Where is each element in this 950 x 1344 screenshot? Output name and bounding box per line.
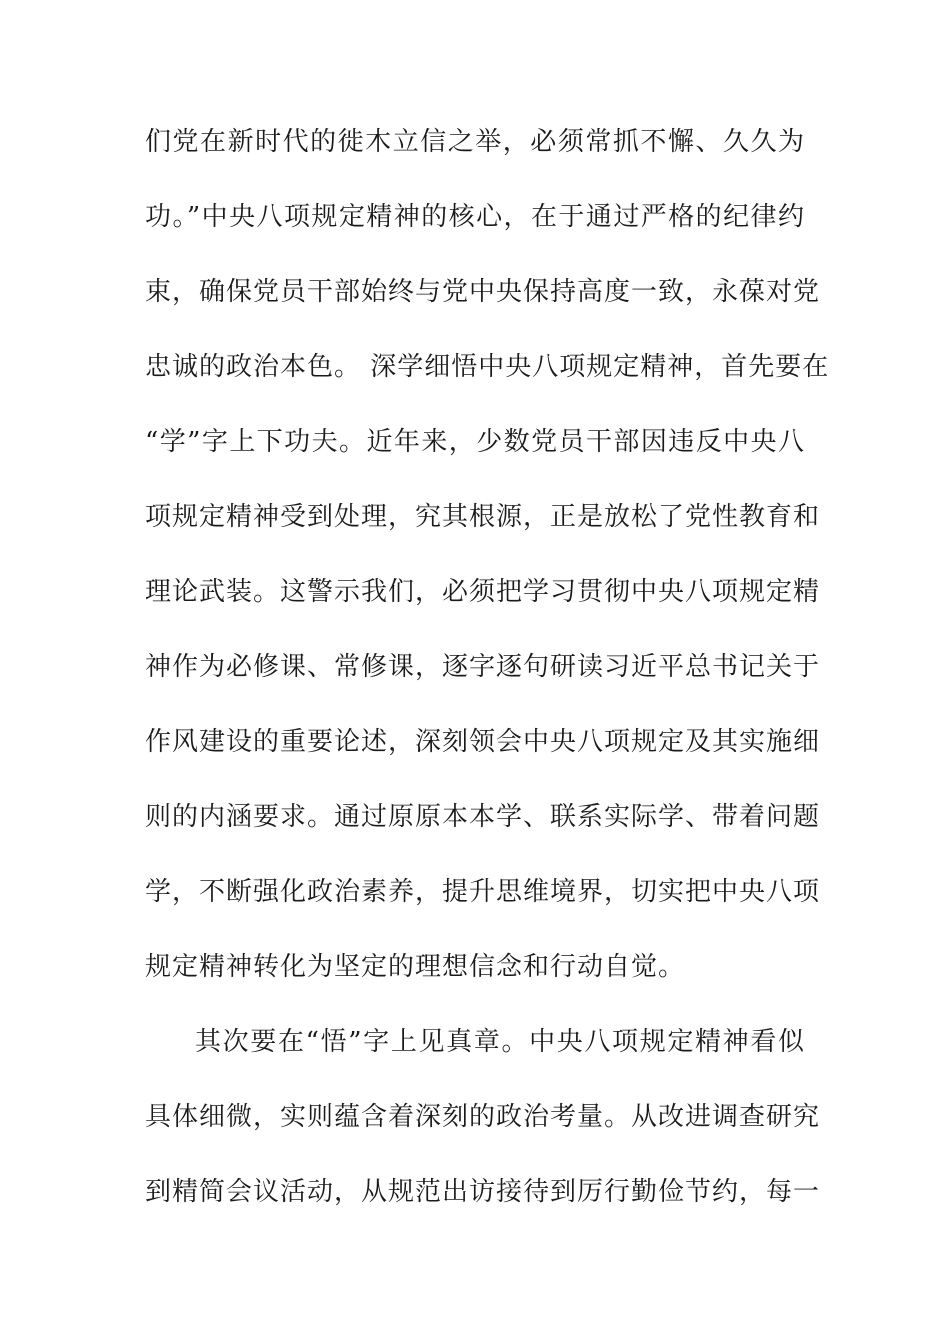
text-line-14: 具体细微，实则蕴含着深刻的政治考量。从改进调查研究 [145,1102,821,1132]
text-line-1: 们党在新时代的徙木立信之举，必须常抓不懈、久久为 [145,127,805,157]
text-line-8: 神作为必修课、常修课，逐字逐句研读习近平总书记关于 [145,652,821,682]
text-line-2: 功。”中央八项规定精神的核心，在于通过严格的纪律约 [145,202,805,232]
text-line-6: 项规定精神受到处理，究其根源，正是放松了党性教育和 [145,502,821,532]
text-line-15: 到精简会议活动，从规范出访接待到厉行勤俭节约，每一 [145,1177,821,1207]
text-line-5: “学”字上下功夫。近年来，少数党员干部因违反中央八 [145,427,805,457]
text-line-9: 作风建设的重要论述，深刻领会中央八项规定及其实施细 [145,727,821,757]
text-line-10: 则的内涵要求。通过原原本本学、联系实际学、带着问题 [145,802,821,832]
text-line-7: 理论武装。这警示我们，必须把学习贯彻中央八项规定精 [145,577,821,607]
text-line-3: 束，确保党员干部始终与党中央保持高度一致，永葆对党 [145,277,821,307]
text-line-12: 规定精神转化为坚定的理想信念和行动自觉。 [145,952,686,982]
text-line-4: 忠诚的政治本色。 深学细悟中央八项规定精神，首先要在 [145,352,830,382]
text-line-11: 学，不断强化政治素养，提升思维境界，切实把中央八项 [145,877,821,907]
text-line-13: 其次要在“悟”字上见真章。中央八项规定精神看似 [195,1027,805,1057]
